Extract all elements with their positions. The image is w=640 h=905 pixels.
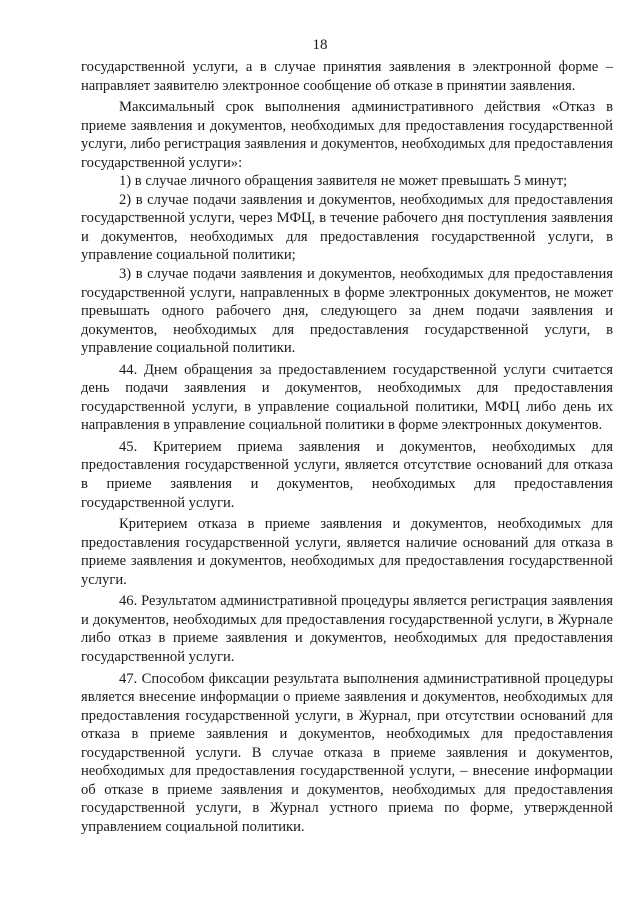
paragraph-45: 45. Критерием приема заявления и документов, необходимых для предоставления государственной услуги, является отсутствие оснований для отказа в приеме заявления и документов, необходимых для предоставления государственной услуги. (81, 438, 613, 511)
list-item-3: 3) в случае подачи заявления и документов, необходимых для предоставления государственной услуги, направленных в форме электронных документов, не может превышать одного рабочего дня, следующего за днем подачи заявления и документов, необходимых для предоставления государственной услуги, в управление социальной политики. (81, 266, 613, 357)
paragraph-max-term: Максимальный срок выполнения административного действия «Отказ в приеме заявления и документов, необходимых для предоставления государственной услуги, либо регистрация заявления и документов, необходимых для предоставления государственной услуги»: (81, 99, 613, 171)
document-body (81, 58, 613, 836)
paragraph-44: 44. Днем обращения за предоставлением государственной услуги считается день подачи заявления и документов, необходимых для предоставления государственной услуги, в управление социальной политики, МФЦ либо день их направления в управление социальной политики в форме электронных документов. (81, 361, 613, 434)
page-number: 18 (312, 37, 328, 53)
list-item-1: 1) в случае личного обращения заявителя не может превышать 5 минут; (119, 173, 568, 190)
paragraph-refusal-criterion: Критерием отказа в приеме заявления и документов, необходимых для предоставления государственной услуги, является наличие оснований для отказа в приеме заявления и документов, необходимых для предоставления государственной услуги. (81, 516, 613, 588)
paragraph-46: 46. Результатом административной процедуры является регистрация заявления и документов, необходимых для предоставления государственной услуги, в Журнале либо отказ в приеме заявления и документов, необходимых для предоставления государственной услуги. (81, 593, 613, 665)
list-item-2: 2) в случае подачи заявления и документов, необходимых для предоставления государственной услуги, через МФЦ, в течение рабочего дня поступления заявления и документов, необходимых для предоставления государственной услуги, в управление социальной политики; (81, 191, 613, 264)
paragraph-continuation: государственной услуги, а в случае принятия заявления в электронной форме – направляет заявителю электронное сообщение об отказе в принятии заявления. (81, 59, 613, 94)
paragraph-47: 47. Способом фиксации результата выполнения административной процедуры является внесение информации о приеме заявления и документов, необходимых для предоставления государственной услуги, в Журнал, при отсутствии оснований для отказа в приеме заявления и документов, необходимых для предоставления государственной услуги. В случае отказа в приеме заявления и документов, необходимых для предоставления государственной услуги, – внесение информации об отказе в приеме заявления и документов, необходимых для предоставления государственной услуги, в Журнал устного приема по форме, утвержденной управлением социальной политики. (81, 670, 613, 835)
